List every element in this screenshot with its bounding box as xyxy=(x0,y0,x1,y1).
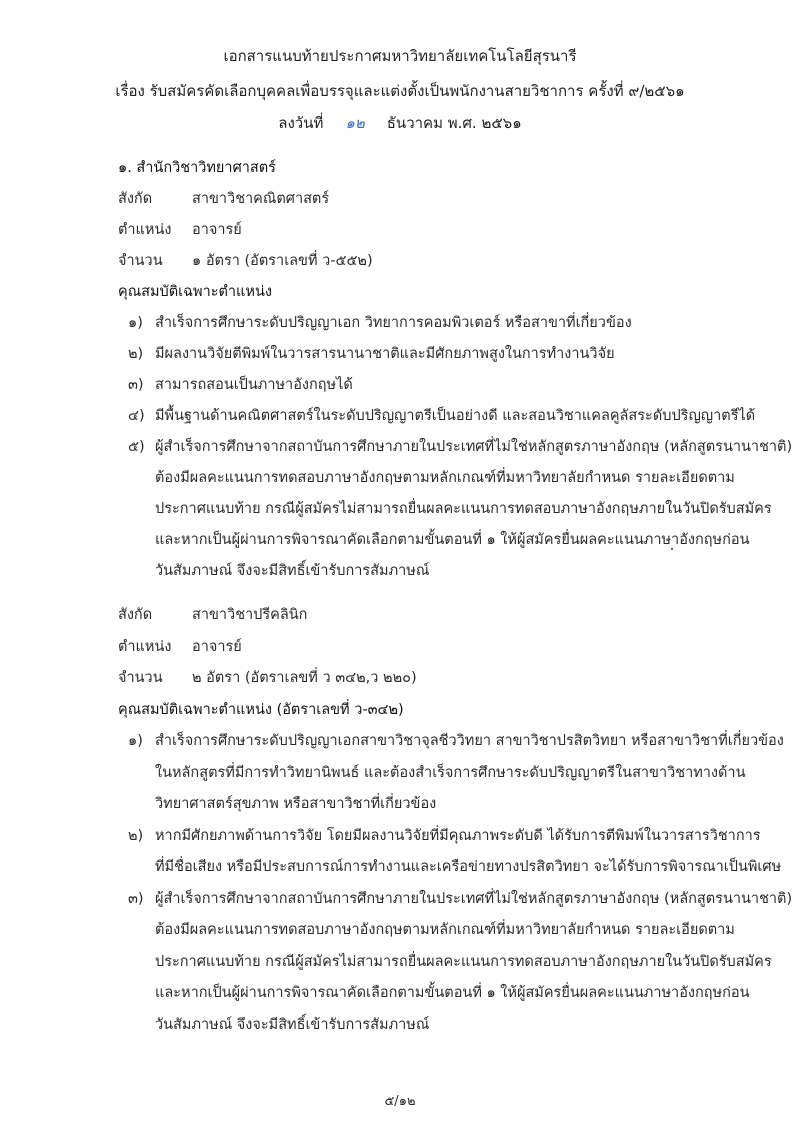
list-item-text: วันสัมภาษณ์ จึงจะมีสิทธิ์เข้ารับการสัมภาษณ์ xyxy=(155,1016,430,1033)
affiliation-label: สังกัด xyxy=(118,607,153,623)
date-suffix: ธันวาคม พ.ศ. ๒๕๖๑ xyxy=(386,114,522,132)
affiliation-row xyxy=(118,605,307,625)
doc-title: เอกสารแนบท้ายประกาศมหาวิทยาลัยเทคโนโลยีสุรนารี xyxy=(223,47,577,65)
count-row xyxy=(118,668,417,688)
date-day-handwritten: ๑๒ xyxy=(345,114,365,132)
date-prefix: ลงวันที่ xyxy=(278,114,324,132)
section-heading: ๑. สำนักวิชาวิทยาศาสตร์ xyxy=(118,160,276,176)
count-label: จำนวน xyxy=(118,253,163,269)
position-label: ตำแหน่ง xyxy=(118,638,172,655)
list-item-text: สามารถสอนเป็นภาษาอังกฤษได้ xyxy=(155,377,353,393)
affiliation-row xyxy=(118,189,329,209)
list-item-text: วิทยาศาสตร์สุขภาพ หรือสาขาวิชาที่เกี่ยวข้อง xyxy=(155,796,437,812)
list-item-text: มีพื้นฐานด้านคณิตศาสตร์ในระดับปริญญาตรีเป็นอย่างดี และสอนวิชาแคลคูลัสระดับปริญญาตรีได้ xyxy=(155,408,756,424)
list-item-text: วันสัมภาษณ์ จึงจะมีสิทธิ์เข้ารับการสัมภาษณ์ xyxy=(155,563,430,579)
list-item-text: ในหลักสูตรที่มีการทำวิทยานิพนธ์ และต้องสำเร็จการศึกษาระดับปริญญาตรีในสาขาวิชาทางด้าน xyxy=(155,764,746,781)
list-item-text: และหากเป็นผู้ผ่านการพิจารณาคัดเลือกตามขั้นตอนที่ ๑ ให้ผู้สมัครยื่นผลคะแนนภาษาอังกฤษก่อน xyxy=(155,985,750,1001)
list-item-text: ประกาศแนบท้าย กรณีผู้สมัครไม่สามารถยื่นผลคะแนนการทดสอบภาษาอังกฤษภายในวันปิดรับสมัคร xyxy=(155,953,772,970)
list-item-number: ๕) xyxy=(128,439,145,455)
list-item-text: และหากเป็นผู้ผ่านการพิจารณาคัดเลือกตามขั้นตอนที่ ๑ ให้ผู้สมัครยื่นผลคะแนนภาษาอังกฤษก่อน xyxy=(155,532,750,548)
count-value: ๑ อัตรา (อัตราเลขที่ ว-๕๕๒) xyxy=(192,253,373,269)
list-item-number: ๔) xyxy=(128,408,145,424)
list-item-number: ๑) xyxy=(128,315,143,331)
position-row xyxy=(118,637,242,657)
doc-subject: เรื่อง รับสมัครคัดเลือกบุคคลเพื่อบรรจุและแต่งตั้งเป็นพนักงานสายวิชาการ ครั้งที่ ๙/๒๕๖๑ xyxy=(115,82,685,100)
affiliation-value: สาขาวิชาปรีคลินิก xyxy=(192,607,308,623)
list-item-text: สำเร็จการศึกษาระดับปริญญาเอก วิทยาการคอมพิวเตอร์ หรือสาขาที่เกี่ยวข้อง xyxy=(155,315,632,331)
list-item-text: ผู้สำเร็จการศึกษาจากสถาบันการศึกษาภายในประเทศที่ไม่ใช่หลักสูตรภาษาอังกฤษ (หลักสูตรนานาชาติ) xyxy=(155,890,793,907)
list-item-number: ๓) xyxy=(128,890,144,907)
page-number: ๕/๑๒ xyxy=(384,1094,416,1109)
count-value: ๒ อัตรา (อัตราเลขที่ ว ๓๔๒,ว ๒๒๐) xyxy=(192,670,417,686)
list-item-text: หากมีศักยภาพด้านการวิจัย โดยมีผลงานวิจัยที่มีคุณภาพระดับดี ได้รับการตีพิมพ์ในวารสารวิชาการ xyxy=(155,827,761,844)
position-value: อาจารย์ xyxy=(192,222,242,238)
list-item-number: ๒) xyxy=(128,827,144,844)
list-item-text: ต้องมีผลคะแนนการทดสอบภาษาอังกฤษตามหลักเกณฑ์ที่มหาวิทยาลัยกำหนด รายละเอียดตาม xyxy=(155,470,735,486)
list-item-text: มีผลงานวิจัยตีพิมพ์ในวารสารนานาชาติและมีศักยภาพสูงในการทำงานวิจัย xyxy=(155,346,615,362)
qualification-heading: คุณสมบัติเฉพาะตำแหน่ง xyxy=(118,284,272,300)
list-item-text: ต้องมีผลคะแนนการทดสอบภาษาอังกฤษตามหลักเกณฑ์ที่มหาวิทยาลัยกำหนด รายละเอียดตาม xyxy=(155,922,735,938)
count-label: จำนวน xyxy=(118,670,163,686)
list-item-number: ๒) xyxy=(128,346,144,362)
count-row xyxy=(118,251,373,271)
list-item-text: สำเร็จการศึกษาระดับปริญญาเอกสาขาวิชาจุลชีววิทยา สาขาวิชาปรสิตวิทยา หรือสาขาวิชาที่เกี่ยวข้อง xyxy=(155,733,784,749)
scan-speck xyxy=(671,548,673,550)
list-item-text: ที่มีชื่อเสียง หรือมีประสบการณ์การทำงานและเครือข่ายทางปรสิตวิทยา จะได้รับการพิจารณาเป็นพิเศษ xyxy=(155,859,782,875)
list-item-text: ผู้สำเร็จการศึกษาจากสถาบันการศึกษาภายในประเทศที่ไม่ใช่หลักสูตรภาษาอังกฤษ (หลักสูตรนานาชาติ) xyxy=(155,439,793,455)
list-item-number: ๑) xyxy=(128,733,143,749)
doc-date xyxy=(0,113,800,133)
qualification-heading: คุณสมบัติเฉพาะตำแหน่ง (อัตราเลขที่ ว-๓๔๒) xyxy=(118,701,404,718)
affiliation-value: สาขาวิชาคณิตศาสตร์ xyxy=(192,191,330,207)
affiliation-label: สังกัด xyxy=(118,191,153,207)
list-item-text: ประกาศแนบท้าย กรณีผู้สมัครไม่สามารถยื่นผลคะแนนการทดสอบภาษาอังกฤษภายในวันปิดรับสมัคร xyxy=(155,501,772,517)
list-item-number: ๓) xyxy=(128,377,144,393)
position-label: ตำแหน่ง xyxy=(118,222,172,238)
position-row xyxy=(118,220,242,240)
position-value: อาจารย์ xyxy=(192,638,242,655)
